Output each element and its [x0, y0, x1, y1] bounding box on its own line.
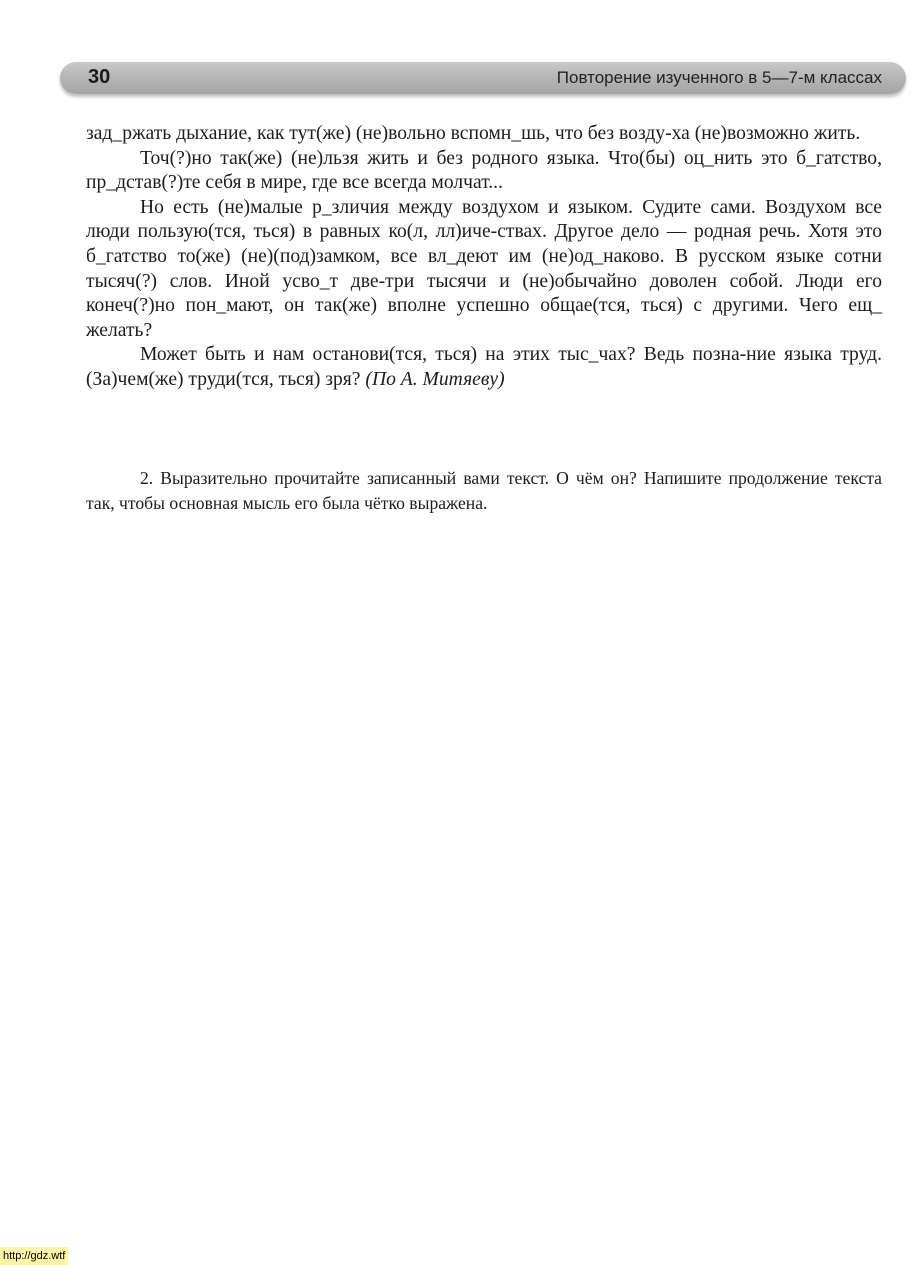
watermark-link[interactable]: http://gdz.wtf [0, 1247, 68, 1265]
task-2 [86, 466, 882, 516]
paragraph-1: зад_ржать дыхание, как тут(же) (не)вольно вспомн_шь, что без возду-ха (не)возможно жить. [86, 123, 861, 144]
text-source: (По А. Митяеву) [365, 368, 505, 390]
running-title: Повторение изученного в 5—7-м классах [556, 68, 882, 87]
page-header [60, 62, 906, 94]
paragraph-4-text: Может быть и нам останови(тся, ться) на этих тыс_чах? Ведь позна-ние языка труд. (За)чем(же) труди(тся, ться) зря? [86, 344, 882, 390]
paragraph-2: Точ(?)но так(же) (не)льзя жить и без родного языка. Что(бы) оц_нить это б_гатство, пр_дстав(?)те себя в мире, где все всегда молчат... [86, 147, 882, 194]
paragraph-4 [86, 343, 882, 392]
page-number: 30 [88, 66, 111, 88]
exercise-text [86, 122, 882, 393]
task-2-text: 2. Выразительно прочитайте записанный вами текст. О чём он? Напишите продолжение текста так, чтобы основная мысль его была чётко выражена. [86, 468, 882, 513]
paragraph-3: Но есть (не)малые р_зличия между воздухом и языком. Судите сами. Воздухом все люди пользую(тся, ться) в равных ко(л, лл)иче-ствах. Другое дело — родная речь. Хотя это б_гатство то(же) (не)(под)замком, все вл_деют им (не)од_наково. В русском языке сотни тысяч(?) слов. Иной усво_т две-три тысячи и (не)обычайно доволен собой. Люди его конеч(?)но пон_мают, он так(же) вполне успешно общае(тся, ться) с другими. Чего ещ_ желать? [86, 196, 882, 341]
